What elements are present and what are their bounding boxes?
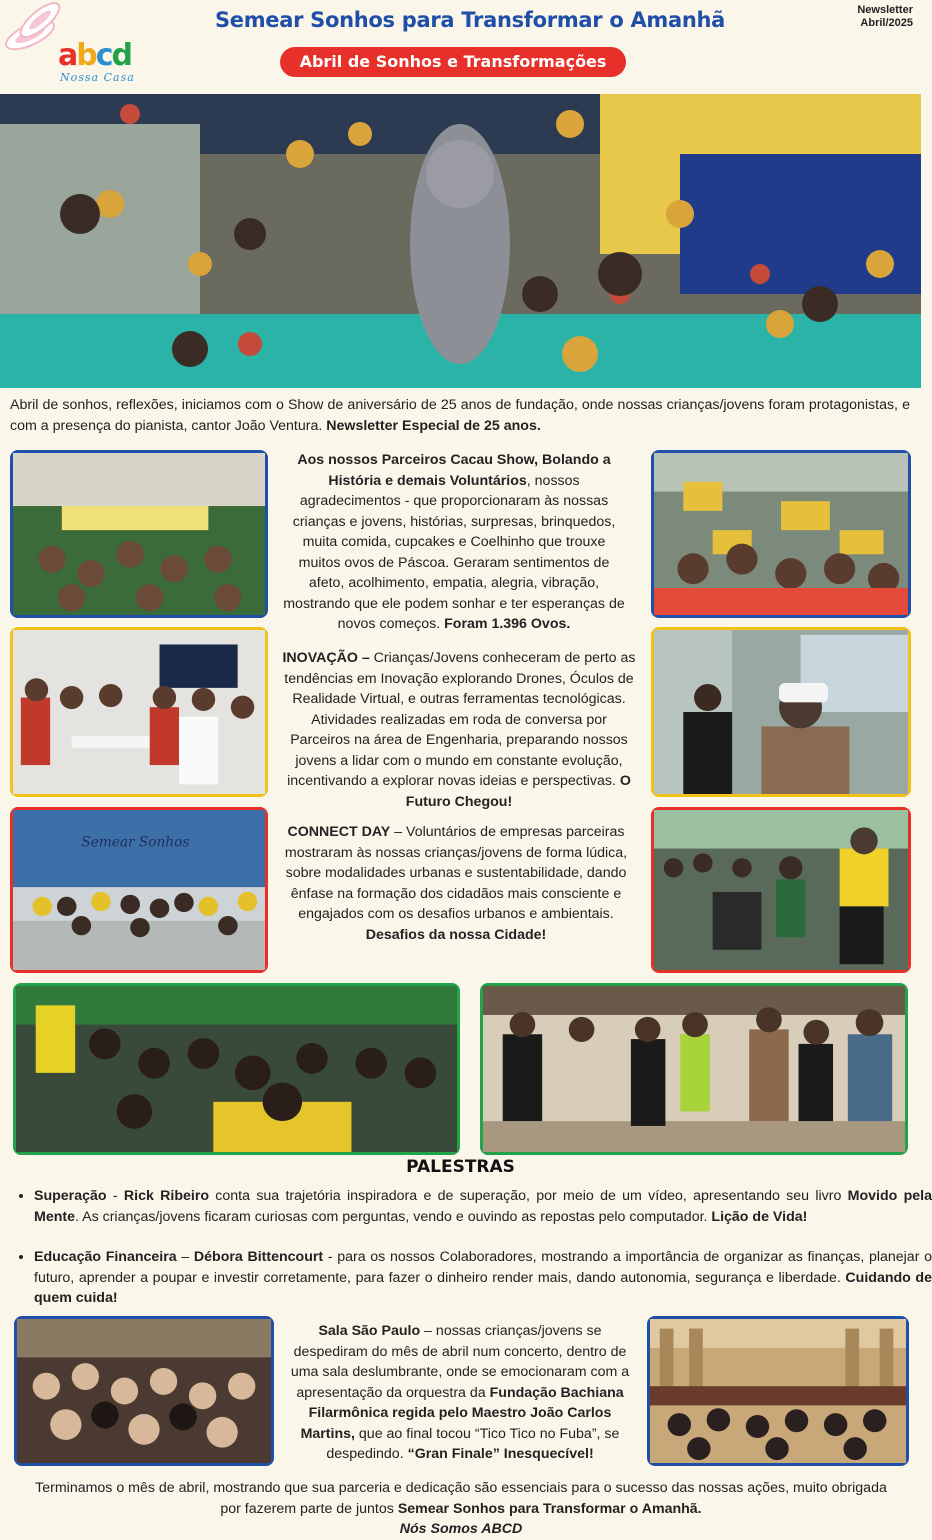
closing-motto: Semear Sonhos para Transformar o Amanhã. xyxy=(397,1500,702,1517)
palestra-text-2: . As crianças/jovens ficaram curiosas com perguntas, vendo e ouvindo as repostas pelo computador. xyxy=(75,1208,712,1225)
palestra-item-financeira xyxy=(34,1247,932,1309)
sala-sao-paulo-paragraph xyxy=(283,1321,637,1465)
speaker-name: Rick Ribeiro xyxy=(123,1188,210,1204)
photo-staff-group xyxy=(480,983,908,1155)
innovation-lead: INOVAÇÃO – xyxy=(282,650,370,666)
palestras-heading: PALESTRAS xyxy=(406,1157,515,1177)
sala-text-2: que ao final tocou “Tico Tico no Fuba”, se despedindo. xyxy=(326,1425,620,1462)
sala-text: – nossas crianças/jovens se despediram do mês de abril num concerto, dentro de uma sala deslumbrante, onde se emocionaram com a apresentação da orquestra da xyxy=(290,1323,630,1401)
partners-eggs-count: Foram 1.396 Ovos. xyxy=(444,616,571,632)
palestra-item-superacao xyxy=(34,1186,932,1227)
newsletter-title: Semear Sonhos para Transformar o Amanhã xyxy=(214,8,726,32)
sala-lead: Sala São Paulo xyxy=(318,1323,421,1339)
innovation-text: Crianças/Jovens conheceram de perto as tendências em Inovação explorando Drones, Óculos de Realidade Virtual, e outras ferramentas tecnológicas. Atividades realizadas em roda de conversa por Parceiros na área de Engenharia, preparando nossos jovens a lidar com o mundo em constante evolução, incentivando a explorar novas ideias e perspectivas. xyxy=(284,650,636,789)
intro-paragraph xyxy=(10,395,910,436)
innovation-paragraph xyxy=(282,648,636,812)
photo-sala-sao-paulo-selfie xyxy=(14,1316,274,1466)
partners-lead: Aos nossos Parceiros Cacau Show, Bolando a História e demais Voluntários xyxy=(297,452,611,489)
photo-concert-hall xyxy=(647,1316,909,1466)
partners-text: , nossos agradecimentos - que proporcionaram às nossas crianças e jovens, histórias, surpresas, brinquedos, muita comida, cupcakes e Coelhinho que trouxe muitos ovos de Páscoa. Geraram sentimentos de afeto, acolhimento, empatia, alegria, vibração, mostrando que ele podem sonhar e ter esperanças de novos começos. xyxy=(283,472,625,632)
palestra-topic: Superação xyxy=(34,1188,107,1204)
closing-paragraph xyxy=(30,1478,892,1540)
connect-day-text: – Voluntários de empresas parceiras mostraram às nossas crianças/jovens de forma lúdica, sobre modalidades urbanas e sustentabilidade, dando ênfase na formação dos cidadãos mais consciente e engajados com os desafios urbanos e ambientais. xyxy=(284,824,628,922)
partners-paragraph xyxy=(282,450,626,635)
photo-innovation-group xyxy=(10,627,268,797)
photo-connect-day-talk xyxy=(651,807,911,973)
palestra-highlight: Lição de Vida! xyxy=(711,1208,808,1225)
photo-vr-headset xyxy=(651,627,911,797)
connect-day-lead: CONNECT DAY xyxy=(287,824,391,840)
orchestra-name: Fundação Bachiana Filarmônica regida pelo Maestro João Carlos Martins, xyxy=(300,1384,624,1442)
photo-partners-party xyxy=(10,450,268,618)
separator: - xyxy=(106,1188,124,1204)
svg-text:Semear Sonhos: Semear Sonhos xyxy=(81,834,190,851)
speaker-name: Débora Bittencourt xyxy=(193,1249,324,1265)
palestra-text: - para os nossos Colaboradores, mostrando a importância de organizar as finanças, planejar o futuro, aprender a poupar e investir corretamente, para fazer o dinheiro render mais, dando autonomia, segurança e liberdade. xyxy=(34,1249,932,1286)
photo-superacao-audience xyxy=(13,983,460,1155)
logo-text: abcd xyxy=(58,38,132,73)
signature: Nós Somos ABCD xyxy=(399,1521,523,1537)
separator: – xyxy=(176,1249,194,1265)
palestra-highlight: Cuidando de quem cuida! xyxy=(34,1269,932,1306)
sala-highlight: “Gran Finale” Inesquecível! xyxy=(407,1446,594,1462)
innovation-highlight: O Futuro Chegou! xyxy=(405,773,631,810)
book-title: Movido pela Mente xyxy=(34,1188,932,1225)
photo-easter-eggs-kids xyxy=(651,450,911,618)
connect-day-highlight: Desafios da nossa Cidade! xyxy=(365,926,547,943)
month-theme-banner: Abril de Sonhos e Transformações xyxy=(280,47,626,77)
newsletter-date xyxy=(857,4,913,30)
logo-subtitle: Nossa Casa xyxy=(60,71,135,84)
palestra-topic: Educação Financeira xyxy=(34,1249,177,1265)
newsletter-label: Newsletter xyxy=(857,4,913,16)
connect-day-paragraph xyxy=(282,822,630,945)
intro-highlight: Newsletter Especial de 25 anos. xyxy=(326,417,541,434)
hero-photo-easter-bunny xyxy=(0,94,921,388)
palestra-text: conta sua trajetória inspiradora e de superação, por meio de um vídeo, apresentando seu livro xyxy=(209,1188,848,1204)
photo-connect-day-group xyxy=(10,807,268,973)
abcd-logo xyxy=(0,0,140,90)
edition-date: Abril/2025 xyxy=(860,17,913,29)
intro-text: Abril de sonhos, reflexões, iniciamos com o Show de aniversário de 25 anos de fundação, onde nossas crianças/jovens foram protagonistas, e com a presença do pianista, cantor João Ventura. xyxy=(10,397,910,434)
palestras-list xyxy=(10,1186,932,1309)
closing-text: Terminamos o mês de abril, mostrando que sua parceria e dedicação são essenciais para o sucesso das nossas ações, muito obrigada por fazerem parte de juntos xyxy=(35,1480,887,1517)
